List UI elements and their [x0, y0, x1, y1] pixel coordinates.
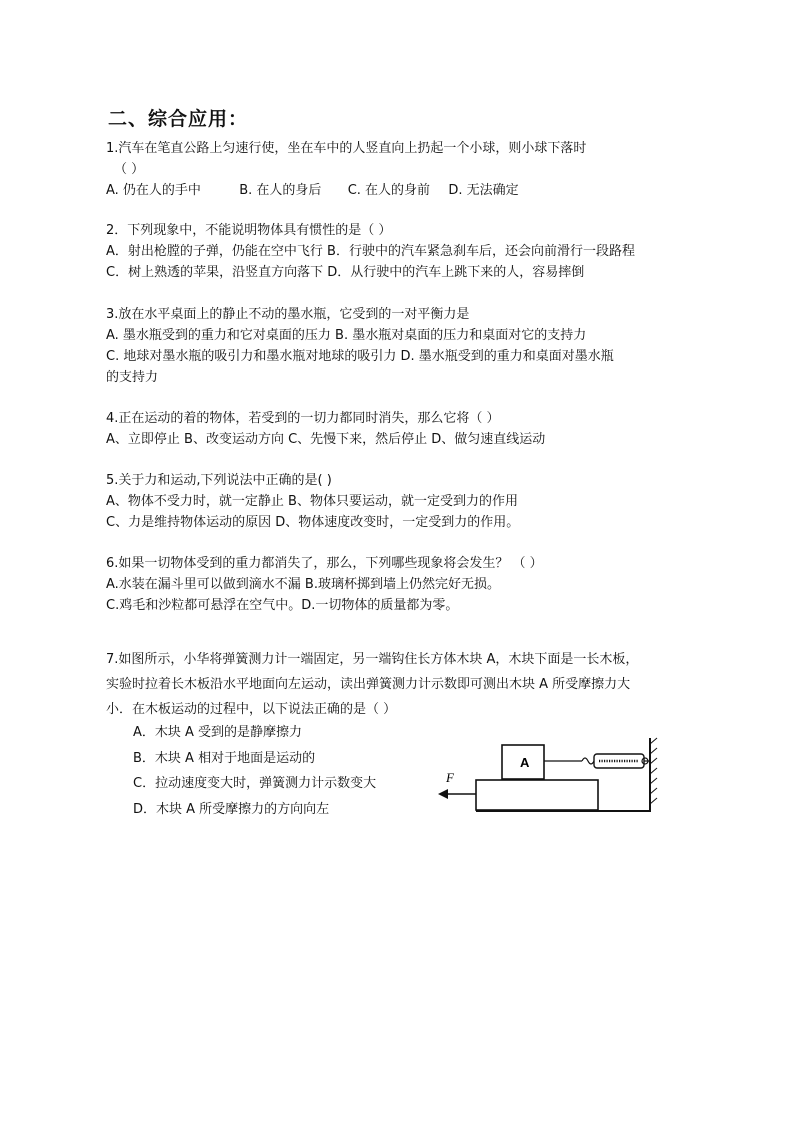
wall-hatching	[650, 738, 657, 804]
option-b: B．木块 A 相对于地面是运动的	[133, 750, 316, 766]
question-stem: 3.放在水平桌面上的静止不动的墨水瓶，它受到的一对平衡力是	[106, 307, 470, 322]
option-a: A．木块 A 受到的是静摩擦力	[133, 725, 303, 740]
question-stem: 5.关于力和运动,下列说法中正确的是( )	[106, 473, 332, 488]
question-4	[106, 408, 686, 450]
option-a: A. 仍在人的手中	[106, 183, 201, 198]
options-line: C．树上熟透的苹果，沿竖直方向落下 D．从行驶中的汽车上跳下来的人，容易摔倒	[106, 265, 585, 280]
long-board	[476, 780, 598, 810]
question-stem: 小．在木板运动的过程中，以下说法正确的是（ ）	[106, 702, 397, 717]
options-line: A.水装在漏斗里可以做到滴水不漏 B.玻璃杯掷到墙上仍然完好无损。	[106, 577, 500, 592]
spring-scale-figure	[436, 732, 658, 816]
options-line: A. 墨水瓶受到的重力和它对桌面的压力 B. 墨水瓶对桌面的压力和桌面对它的支持力	[106, 328, 587, 343]
question-stem: 6.如果一切物体受到的重力都消失了，那么，下列哪些现象将会发生？ （ ）	[106, 556, 543, 571]
option-b: B. 在人的身后	[239, 183, 322, 198]
question-2	[106, 220, 686, 283]
options-line: 的支持力	[106, 370, 159, 385]
options-line: C、力是维持物体运动的原因 D、物体速度改变时，一定受到力的作用。	[106, 515, 520, 530]
options-line: A、物体不受力时，就一定静止 B、物体只要运动，就一定受到力的作用	[106, 494, 518, 509]
question-7-options	[133, 720, 376, 822]
question-7	[106, 647, 686, 722]
block-a-label: A	[520, 755, 530, 770]
question-stem: 实验时拉着长木板沿水平地面向左运动，读出弹簧测力计示数即可测出木块 A 所受摩擦力大	[106, 677, 631, 692]
option-c: C．拉动速度变大时，弹簧测力计示数变大	[133, 776, 377, 791]
force-label: F	[446, 770, 454, 785]
options-line: C.鸡毛和沙粒都可悬浮在空气中。D.一切物体的质量都为零。	[106, 598, 459, 613]
option-d: D．木块 A 所受摩擦力的方向向左	[133, 801, 330, 817]
options-line: A．射出枪膛的子弹，仍能在空中飞行 B．行驶中的汽车紧急刹车后，还会向前滑行一段路程	[106, 244, 635, 259]
question-1	[106, 138, 686, 201]
answer-blank: （ ）	[114, 162, 145, 177]
option-c: C. 在人的身前	[347, 183, 431, 198]
option-d: D. 无法确定	[448, 183, 519, 198]
question-5	[106, 470, 686, 533]
options-row	[106, 180, 686, 201]
question-stem: 2．下列现象中，不能说明物体具有惯性的是（ ）	[106, 223, 392, 238]
question-stem: 4.正在运动的着的物体，若受到的一切力都同时消失，那么它将（ ）	[106, 411, 500, 426]
question-3	[106, 304, 686, 388]
options-line: C. 地球对墨水瓶的吸引力和墨水瓶对地球的吸引力 D. 墨水瓶受到的重力和桌面对墨水瓶	[106, 349, 614, 364]
section-title: 二、综合应用：	[108, 108, 249, 130]
question-stem: 7.如图所示，小华将弹簧测力计一端固定，另一端钩住长方体木块 A，木块下面是一长木板，	[106, 652, 639, 667]
force-arrowhead	[438, 789, 448, 799]
question-stem: 1.汽车在笔直公路上匀速行使，坐在车中的人竖直向上扔起一个小球，则小球下落时	[106, 141, 587, 156]
question-6	[106, 553, 686, 616]
spring-scale	[582, 754, 648, 768]
options-line: A、立即停止 B、改变运动方向 C、先慢下来，然后停止 D、做匀速直线运动	[106, 432, 546, 447]
